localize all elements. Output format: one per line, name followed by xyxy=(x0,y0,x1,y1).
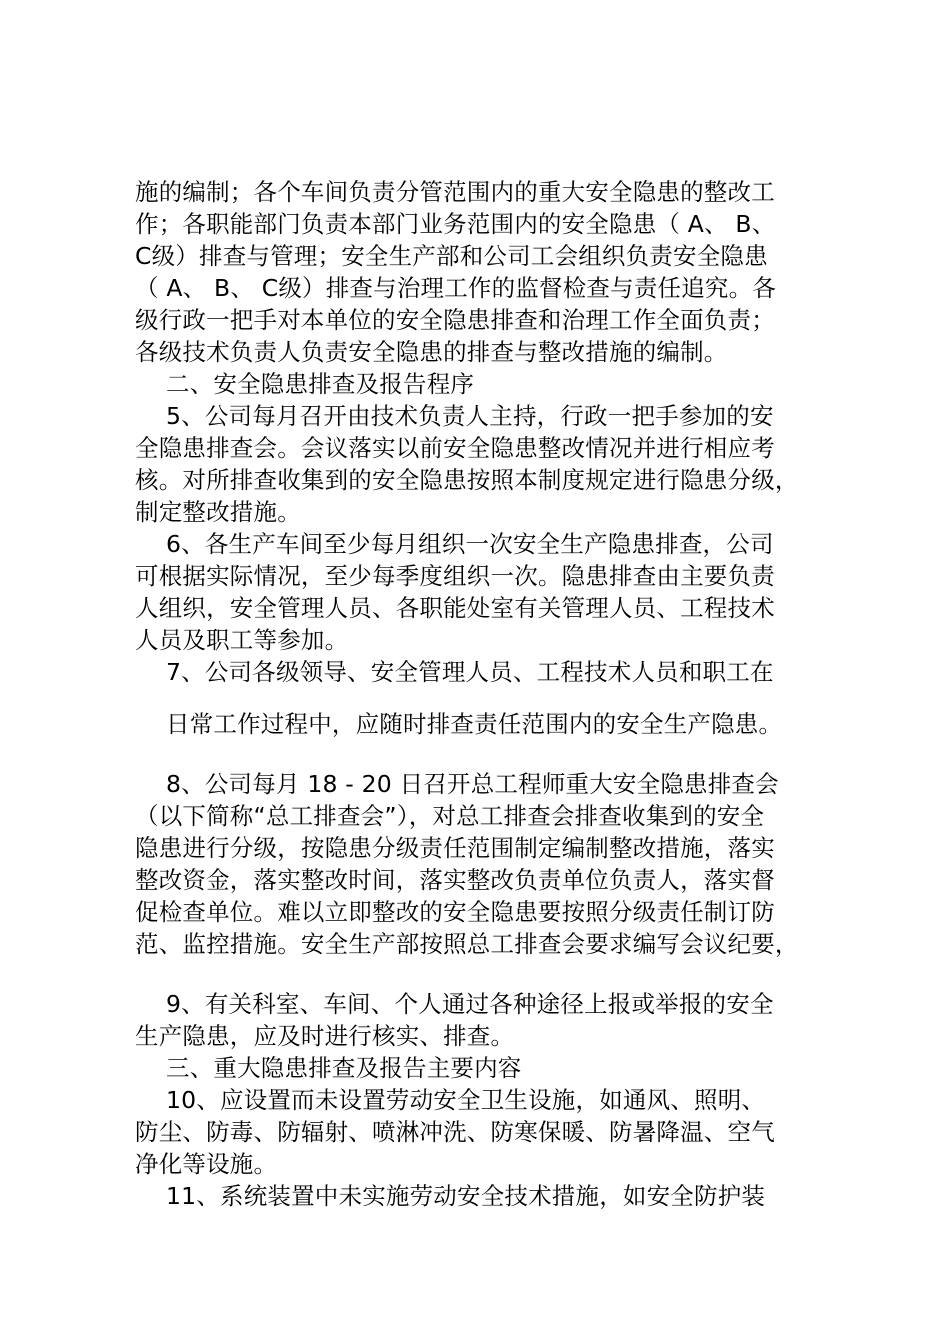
text-line: 人员及职工等参加。 xyxy=(135,626,349,654)
text-line: 各级技术负责人负责安全隐患的排查与整改措施的编制。 xyxy=(135,338,728,366)
text-line: 全隐患排查会。会议落实以前安全隐患整改情况并进行相应考 xyxy=(135,434,775,462)
text-line: 施的编制；各个车间负责分管范围内的重大安全隐患的整改工 xyxy=(135,178,775,206)
text-line: 净化等设施。 xyxy=(135,1150,278,1178)
text-line: 可根据实际情况，至少每季度组织一次。隐患排查由主要负责 xyxy=(135,562,775,590)
text-line: 人组织，安全管理人员、各职能处室有关管理人员、工程技术 xyxy=(135,594,775,622)
text-line: 10、应设置而未设置劳动安全卫生设施，如通风、照明、 xyxy=(166,1086,766,1114)
text-line: 7、公司各级领导、安全管理人员、工程技术人员和职工在 xyxy=(166,658,774,686)
text-line: 8、公司每月 18 - 20 日召开总工程师重大安全隐患排查会 xyxy=(166,770,779,798)
text-line: （ A、 B、 C级）排查与治理工作的监督检查与责任追究。各 xyxy=(135,274,777,302)
section-heading: 二、安全隐患排查及报告程序 xyxy=(166,370,475,398)
section-heading: 三、重大隐患排查及报告主要内容 xyxy=(166,1054,522,1082)
text-line: 隐患进行分级，按隐患分级责任范围制定编制整改措施，落实 xyxy=(135,834,775,862)
text-line: 5、公司每月召开由技术负责人主持，行政一把手参加的安 xyxy=(166,402,774,430)
text-line: 防尘、防毒、防辐射、喷淋冲洗、防寒保暖、防暑降温、空气 xyxy=(135,1118,775,1146)
text-line: 促检查单位。难以立即整改的安全隐患要按照分级责任制订防 xyxy=(135,898,775,926)
text-line: （以下简称“总工排查会”），对总工排查会排查收集到的安全 xyxy=(135,802,765,830)
text-line: 范、监控措施。安全生产部按照总工排查会要求编写会议纪要， xyxy=(135,930,799,958)
text-line: 整改资金，落实整改时间，落实整改负责单位负责人，落实督 xyxy=(135,866,775,894)
text-line: 级行政一把手对本单位的安全隐患排查和治理工作全面负责； xyxy=(135,306,775,334)
text-line: 6、各生产车间至少每月组织一次安全生产隐患排查，公司 xyxy=(166,530,774,558)
text-line: 生产隐患，应及时进行核实、排查。 xyxy=(135,1022,515,1050)
text-line: 9、有关科室、车间、个人通过各种途径上报或举报的安全 xyxy=(166,990,774,1018)
text-line: 作；各职能部门负责本部门业务范围内的安全隐患（ A、 B、 xyxy=(135,210,776,238)
text-line: 日常工作过程中，应随时排查责任范围内的安全生产隐患。 xyxy=(166,710,783,738)
text-line: 11、系统装置中未实施劳动安全技术措施，如安全防护装 xyxy=(166,1182,766,1210)
text-line: 制定整改措施。 xyxy=(135,498,301,526)
text-line: 核。对所排查收集到的安全隐患按照本制度规定进行隐患分级， xyxy=(135,466,799,494)
text-line: C级）排查与管理；安全生产部和公司工会组织负责安全隐患 xyxy=(135,242,768,270)
